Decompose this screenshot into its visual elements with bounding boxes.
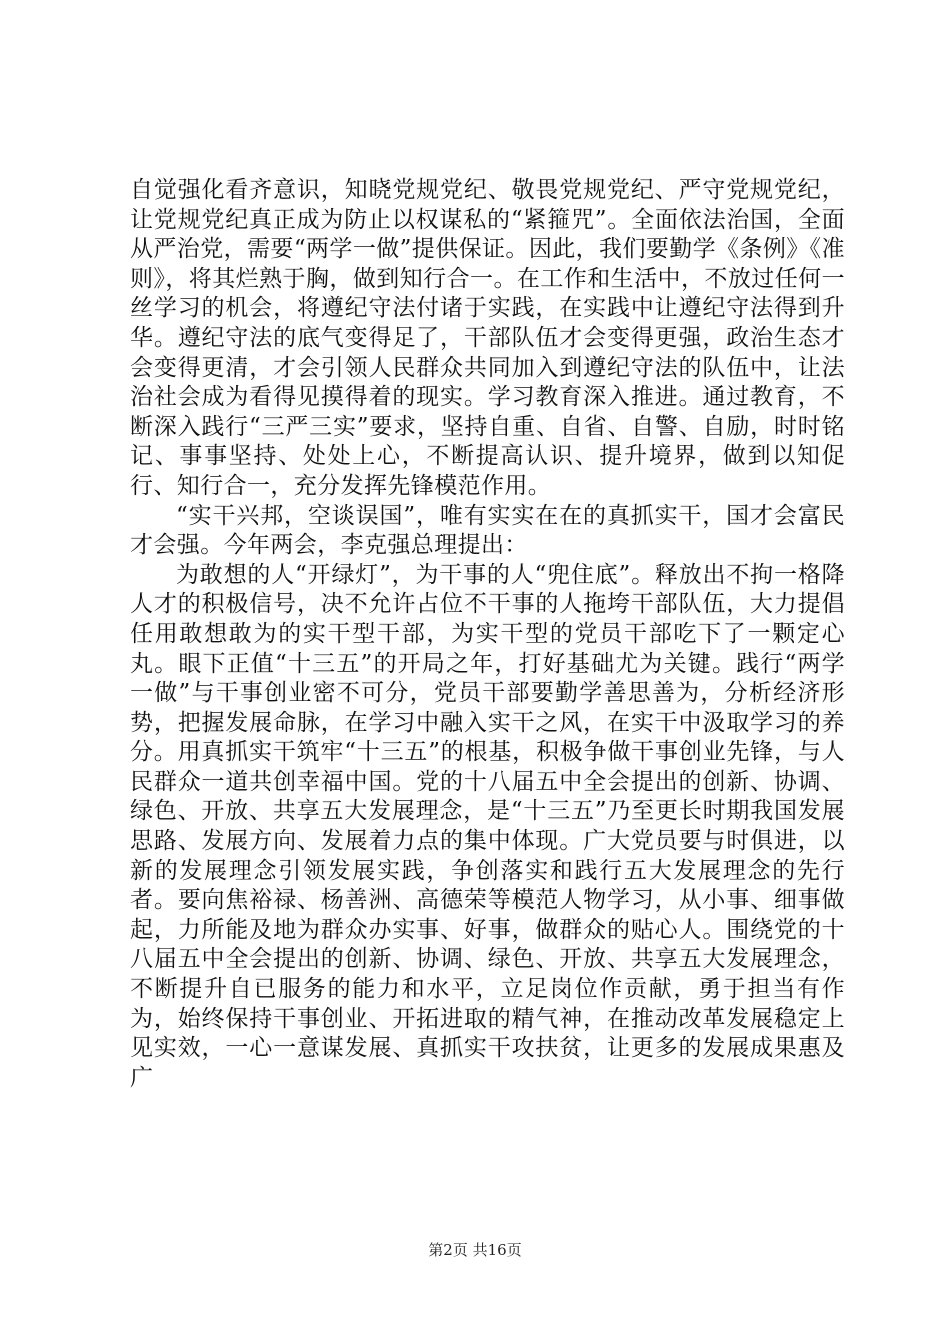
page-footer: 第2页 共16页 [428,1241,522,1259]
paragraph-2: “实干兴邦，空谈误国”，唯有实实在在的真抓实干，国才会富民才会强。今年两会，李克强总理提出： [130,502,845,559]
paragraph-1: 自觉强化看齐意识，知晓党规党纪、敬畏党规党纪、严守党规党纪，让党规党纪真正成为防止以权谋私的“紧箍咒”。全面依法治国，全面从严治党，需要“两学一做”提供保证。因此，我们要勤学《条例》《准则》，将其烂熟于胸，做到知行合一。在工作和生活中，不放过任何一丝学习的机会，将遵纪守法付诸于实践，在实践中让遵纪守法得到升华。遵纪守法的底气变得足了，干部队伍才会变得更强，政治生态才会变得更清，才会引领人民群众共同加入到遵纪守法的队伍中，让法治社会成为看得见摸得着的现实。学习教育深入推进。通过教育，不断深入践行“三严三实”要求，坚持自重、自省、自警、自励，时时铭记、事事坚持、处处上心，不断提高认识、提升境界，做到以知促行、知行合一，充分发挥先锋模范作用。 [130,177,845,499]
document-body [130,176,845,1093]
paragraph-3: 为敢想的人“开绿灯”，为干事的人“兜住底”。释放出不拘一格降人才的积极信号，决不允许占位不干事的人拖垮干部队伍，大力提倡任用敢想敢为的实干型干部，为实干型的党员干部吃下了一颗定心丸。眼下正值“十三五”的开局之年，打好基础尤为关键。践行“两学一做”与干事创业密不可分，党员干部要勤学善思善为，分析经济形势，把握发展命脉，在学习中融入实干之风，在实干中汲取学习的养分。用真抓实干筑牢“十三五”的根基，积极争做干事创业先锋，与人民群众一道共创幸福中国。党的十八届五中全会提出的创新、协调、绿色、开放、共享五大发展理念，是“十三五”乃至更长时期我国发展思路、发展方向、发展着力点的集中体现。广大党员要与时俱进，以新的发展理念引领发展实践，争创落实和践行五大发展理念的先行者。要向焦裕禄、杨善洲、高德荣等模范人物学习，从小事、细事做起，力所能及地为群众办实事、好事，做群众的贴心人。围绕党的十八届五中全会提出的创新、协调、绿色、开放、共享五大发展理念，不断提升自已服务的能力和水平，立足岗位作贡献，勇于担当有作为，始终保持干事创业、开拓进取的精气神，在推动改革发展稳定上见实效，一心一意谋发展、真抓实干攻扶贫，让更多的发展成果惠及广 [130,561,845,1091]
